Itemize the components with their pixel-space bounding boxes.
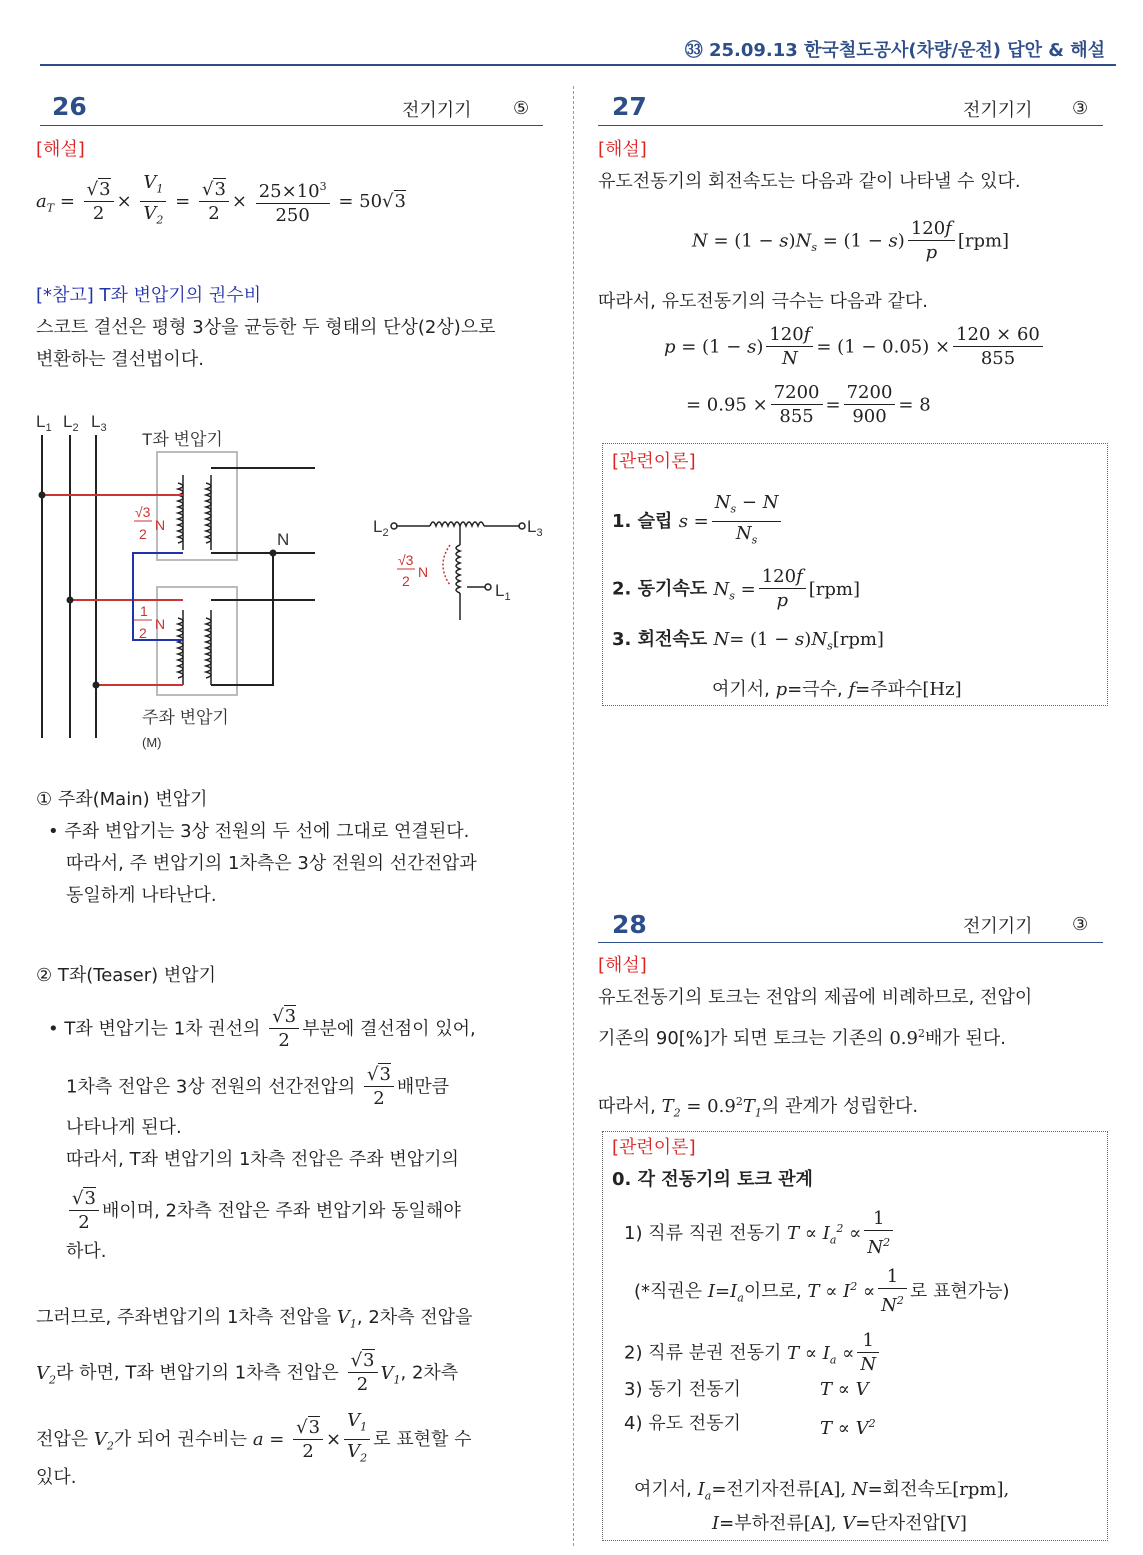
teaser-line-2: 1차측 전압은 3상 전원의 선간전압의 $\frac{√3}{2}$ 배만큼: [66, 1064, 450, 1109]
svg-text:L1: $L_1$: [495, 581, 511, 603]
svg-text:L2: $L_2$: [373, 517, 389, 539]
scott-connection-diagram: [30, 405, 570, 755]
q28-where-1: 여기서, $I_a=$전기자전류[A], N=회전속도[rpm],: [634, 1479, 1010, 1503]
q28-number: 28: [612, 910, 647, 939]
conclusion-line-1: 그러므로, 주좌변압기의 1차측 전압을 $V_1$, 2차측 전압을: [36, 1307, 473, 1331]
svg-text:2: 2: [402, 573, 410, 589]
svg-text:N: N: [418, 564, 429, 580]
q27-sync-speed: 2. 동기속도 $N_s$ = $\frac{120f}{p}$ [rpm]: [612, 566, 860, 611]
main-transformer-label: 주좌 변압기: [142, 708, 229, 727]
q26-rule: [40, 125, 543, 126]
q27-theory-title: [관련이론]: [612, 451, 696, 472]
q27-rule: [598, 125, 1103, 126]
svg-text:1: 1: [140, 603, 148, 619]
q28-subject: 전기기기: [963, 916, 1033, 937]
teaser-line-1: • T좌 변압기는 1차 권선의 $\frac{√3}{2}$ 부분에 결선점이 있어,: [48, 1006, 476, 1051]
q28-para-1: 유도전동기의 토크는 전압의 제곱에 비례하므로, 전압이: [598, 987, 1033, 1008]
svg-text:2: 2: [139, 625, 147, 641]
q27-pole-formula-1: p = (1 − s) $\frac{120f}{N}$ = (1 − 0.05) × $\frac{120 \times 60}{855}$: [664, 324, 1046, 371]
q27-where: 여기서, p=극수, f=주파수[Hz]: [712, 679, 962, 700]
svg-text:√3: √3: [398, 552, 414, 568]
q26-number: 26: [52, 92, 87, 121]
q28-haeseol-label: [해설]: [598, 955, 647, 976]
q26-subject: 전기기기: [402, 100, 472, 121]
teaser-line-4: 따라서, T좌 변압기의 1차측 전압은 주좌 변압기의: [66, 1149, 459, 1170]
neutral-n-label: N: [277, 530, 290, 549]
q26-haeseol-label: [해설]: [36, 139, 85, 160]
teaser-transformer-label: T좌 변압기: [142, 430, 223, 449]
conclusion-line-3: 전압은 $V_2$가 되어 권수비는 a = $\frac{√3}{2}$ × $\frac{V_1}{V_2}$ 로 표현할 수: [36, 1410, 472, 1465]
q26-answer: ⑤: [513, 98, 530, 119]
teaser-line-6: 하다.: [66, 1241, 107, 1262]
q27-speed-formula: $N = (1 - s)N_s = (1 - s)$ $\frac{120f}{p}$ [rpm]: [692, 218, 1010, 263]
main-transformer-line-2: 따라서, 주 변압기의 1차측은 3상 전원의 선간전압과: [66, 853, 477, 874]
q27-pole-formula-2: = 0.95 × $\frac{7200}{855}$ = $\frac{7200}{900}$ = 8: [686, 382, 931, 427]
q27-para-1: 유도전동기의 회전속도는 다음과 같이 나타낼 수 있다.: [598, 171, 1021, 192]
q26-ref-title: [*참고] T좌 변압기의 권수비: [36, 285, 262, 306]
svg-text:L3: $L_3$: [527, 517, 543, 539]
q27-para-2: 따라서, 유도전동기의 극수는 다음과 같다.: [598, 291, 928, 312]
q27-subject: 전기기기: [963, 100, 1033, 121]
line-l3-label: $L_3$: [91, 412, 107, 434]
teaser-line-3: 나타나게 된다.: [66, 1117, 182, 1138]
main-transformer-line-3: 동일하게 나타난다.: [66, 885, 217, 906]
q26-formula: $a_T$ = $\frac{√3}{2}$ × $\frac{V_1}{V_2}$ = $\frac{√3}{2}$ × $\frac{25\times 10^3}{250}$ = 50√3: [36, 172, 406, 227]
line-l1-label: $L_1$: [36, 412, 52, 434]
q27-number: 27: [612, 92, 647, 121]
svg-text:2: 2: [139, 526, 147, 542]
teaser-ratio-n: N: [155, 517, 166, 533]
main-transformer-line-1: • 주좌 변압기는 3상 전원의 두 선에 그대로 연결된다.: [48, 821, 470, 842]
teaser-transformer-heading: ② T좌(Teaser) 변압기: [36, 965, 217, 986]
q28-para-3: 따라서, $T_2 = 0.9^2T_1$의 관계가 성립한다.: [598, 1095, 919, 1120]
q27-answer: ③: [1072, 98, 1089, 119]
q28-theory-title: [관련이론]: [612, 1137, 696, 1158]
q28-answer: ③: [1072, 914, 1089, 935]
q28-rule: [598, 942, 1103, 943]
main-m-label: (M): [142, 735, 162, 750]
main-ratio-n: N: [155, 616, 166, 632]
q26-para-1: 스코트 결선은 평형 3상을 균등한 두 형태의 단상(2상)으로: [36, 317, 496, 338]
q27-slip: 1. 슬립 s = $\frac{N_s - N}{N_s}$: [612, 492, 784, 552]
q28-sync-motor: 3) 동기 전동기 T ∝ V: [624, 1379, 869, 1400]
q27-haeseol-label: [해설]: [598, 139, 647, 160]
q27-rot-speed: 3. 회전속도 $N= (1 - s)N_s[rpm]$: [612, 629, 884, 653]
q28-induction-motor: 4) 유도 전동기 $T \propto V^2$: [624, 1413, 876, 1439]
teaser-line-5: $\frac{√3}{2}$ 배이며, 2차측 전압은 주좌 변압기와 동일해야: [66, 1188, 461, 1235]
conclusion-line-4: 있다.: [36, 1467, 77, 1488]
q28-where-2: I=부하전류[A], V=단자전압[V]: [712, 1513, 967, 1534]
q28-shunt-motor: 2) 직류 분권 전동기 $T \propto I_a$ ∝ $\frac{1}{N}$: [624, 1330, 882, 1377]
q28-series-motor: 1) 직류 직권 전동기 $T \propto I_a^2$ ∝ $\frac{1}{N^2}$: [624, 1208, 896, 1260]
page-header: ㉝ 25.09.13 한국철도공사(차량/운전) 답안 & 해설: [684, 40, 1105, 61]
line-l2-label: $L_2$: [63, 412, 79, 434]
q26-para-2: 변환하는 결선법이다.: [36, 349, 204, 370]
q28-torque-heading: 0. 각 전동기의 토크 관계: [612, 1169, 813, 1190]
conclusion-line-2: $V_2$라 하면, T좌 변압기의 1차측 전압은 $\frac{√3}{2}$ $V_1$, 2차측: [36, 1350, 459, 1395]
header-rule: [40, 64, 1116, 66]
svg-text:√3: √3: [135, 504, 151, 520]
column-divider: [573, 86, 574, 1546]
q28-series-note: (*직권은 $I=I_a$이므로, $T \propto I^2$ ∝ $\frac{1}{N^2}$ 로 표현가능): [634, 1266, 1010, 1316]
main-transformer-heading: ① 주좌(Main) 변압기: [36, 789, 208, 810]
q28-para-2: 기존의 90[%]가 되면 토크는 기존의 $0.9^2$배가 된다.: [598, 1027, 1006, 1049]
